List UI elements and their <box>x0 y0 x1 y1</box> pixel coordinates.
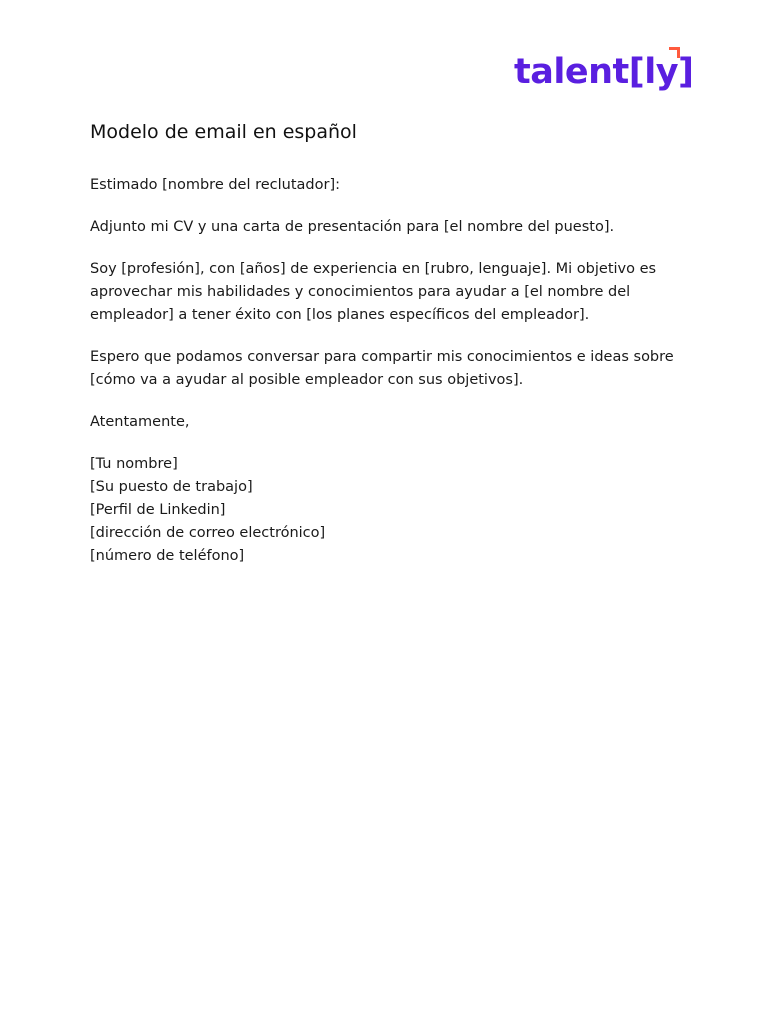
email-greeting: Estimado [nombre del reclutador]: <box>90 177 341 193</box>
email-template-document <box>90 118 690 568</box>
logo-wordmark: talent[ly] <box>514 52 694 92</box>
signature-phone: [número de teléfono] <box>90 548 245 564</box>
signature-email: [dirección de correo electrónico] <box>90 525 326 541</box>
email-paragraph-2: Soy [profesión], con [años] de experiencia en [rubro, lenguaje]. Mi objetivo es aprovechar mis habilidades y conocimientos para ayudar a [el nombre del empleador] a tener éxito con [los planes específicos del empleador]. <box>90 261 657 323</box>
email-paragraph-3: Espero que podamos conversar para compartir mis conocimientos e ideas sobre [cómo va a ayudar al posible empleador con sus objetivos]. <box>90 349 674 388</box>
logo-accent-mark <box>669 47 680 58</box>
signature-linkedin: [Perfil de Linkedin] <box>90 502 226 518</box>
email-signature-block <box>90 453 690 568</box>
email-closing: Atentamente, <box>90 414 190 430</box>
page-title: Modelo de email en español <box>90 121 357 143</box>
talently-logo <box>514 44 694 100</box>
signature-job-title: [Su puesto de trabajo] <box>90 479 253 495</box>
signature-name: [Tu nombre] <box>90 456 178 472</box>
email-paragraph-1: Adjunto mi CV y una carta de presentación para [el nombre del puesto]. <box>90 219 615 235</box>
